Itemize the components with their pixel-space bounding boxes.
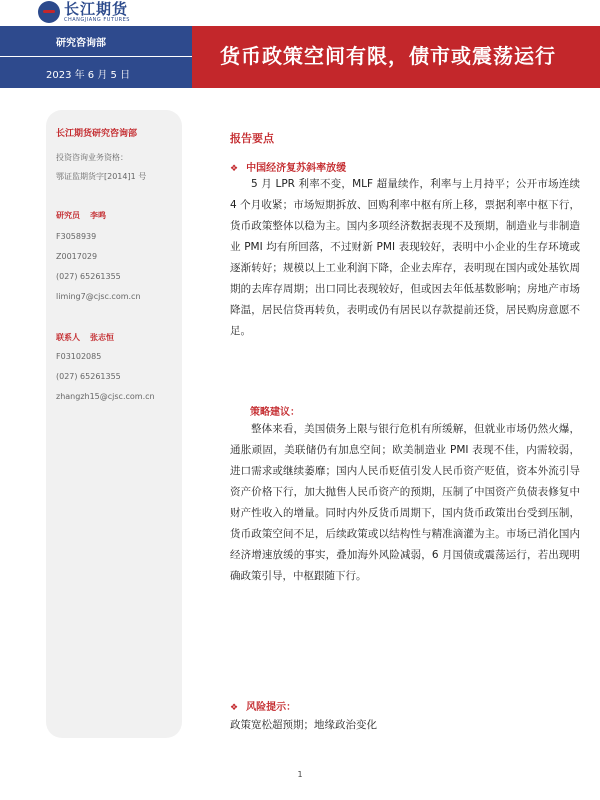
- header-info-panel: [0, 26, 192, 88]
- sidebar-org: 长江期货研究咨询部: [56, 129, 138, 139]
- researcher-name: 李鸣: [90, 211, 106, 220]
- author-sidebar: [46, 110, 182, 738]
- point1-body: 5 月 LPR 利率不变，MLF 超量续作，利率与上月持平；公开市场连续 4 个月收紧；市场短期拆放、回购利率中枢有所上移，票据利率中枢下行，货币政策整体以稳为主。国内多项经济数据表现不及预期，制造业与非制造业 PMI 均有所回落，不过财新 PMI 表现较好，表明中小企业的生存环境或逐渐转好；规模以上工业利润下降，企业去库存，表明现在国内或处基钦周期的去库存周期；出口同比表现较好，但或因去年低基数影响；房地产市场降温，居民信贷再转负，表明或仍有居民以存款提前还贷，居民购房意愿不足。: [230, 178, 580, 337]
- contact-heading: [56, 332, 114, 343]
- diamond-icon: ❖: [230, 164, 239, 174]
- researcher-heading: [56, 210, 106, 221]
- report-date: 2023 年 6 月 5 日: [46, 70, 131, 81]
- section-title: 报告要点: [230, 132, 274, 145]
- researcher-id-2: Z0017029: [56, 252, 98, 261]
- diamond-icon: ❖: [230, 703, 239, 713]
- logo-text-en: CHANGJIANG FUTURES: [64, 16, 130, 23]
- contact-phone: (027) 65261355: [56, 372, 121, 381]
- header-title-panel: [192, 26, 600, 88]
- researcher-email: liming7@cjsc.com.cn: [56, 292, 141, 301]
- header-divider: [0, 56, 192, 57]
- strategy-body: 整体来看，美国债务上限与银行危机有所缓解，但就业市场仍然火爆，通胀顽固，美联储仍有加息空间；欧美制造业 PMI 表现不佳，内需较弱，进口需求或继续萎靡；国内人民币贬值引发人民币资产贬值，资本外流引导资产价格下行，加大抛售人民币资产的预期，压制了中国资产负债表修复中财产性收入的增量。同时内外反货币周期下，国内货币政策出台受到压制，货币政策空间不足，后续政策或以结构性与精准滴灌为主。市场已消化国内经济增速放缓的事实，叠加海外风险减弱，6 月国债或震荡运行，若出现明确政策引导，中枢跟随下行。: [230, 423, 580, 582]
- company-logo: [38, 0, 130, 24]
- page-number: 1: [297, 770, 303, 779]
- risk-title: 风险提示：: [246, 702, 297, 713]
- risk-body: 政策宽松超预期；地缘政治变化: [230, 719, 377, 731]
- risk-heading: [230, 698, 296, 713]
- strategy-title: 策略建议：: [250, 407, 300, 418]
- researcher-id-1: F3058939: [56, 232, 97, 241]
- logo-text-cn: 长江期货: [64, 0, 129, 18]
- researcher-phone: (027) 65261355: [56, 272, 121, 281]
- department-label: 研究咨询部: [56, 38, 106, 49]
- logo-icon: [38, 1, 60, 23]
- point1-title: 中国经济复苏斜率放缓: [246, 163, 347, 174]
- qualification-line-1: 投资咨询业务资格：: [56, 153, 128, 162]
- contact-role: 联系人: [56, 333, 80, 342]
- contact-name: 张志恒: [90, 333, 114, 342]
- qualification-line-2: 鄂证监期货字[2014]1 号: [56, 172, 147, 181]
- researcher-role: 研究员: [56, 211, 80, 220]
- point1-heading: [230, 159, 346, 174]
- contact-id-1: F03102085: [56, 352, 102, 361]
- report-headline: 货币政策空间有限，债市或震荡运行: [220, 44, 556, 68]
- contact-email: zhangzh15@cjsc.com.cn: [56, 392, 155, 401]
